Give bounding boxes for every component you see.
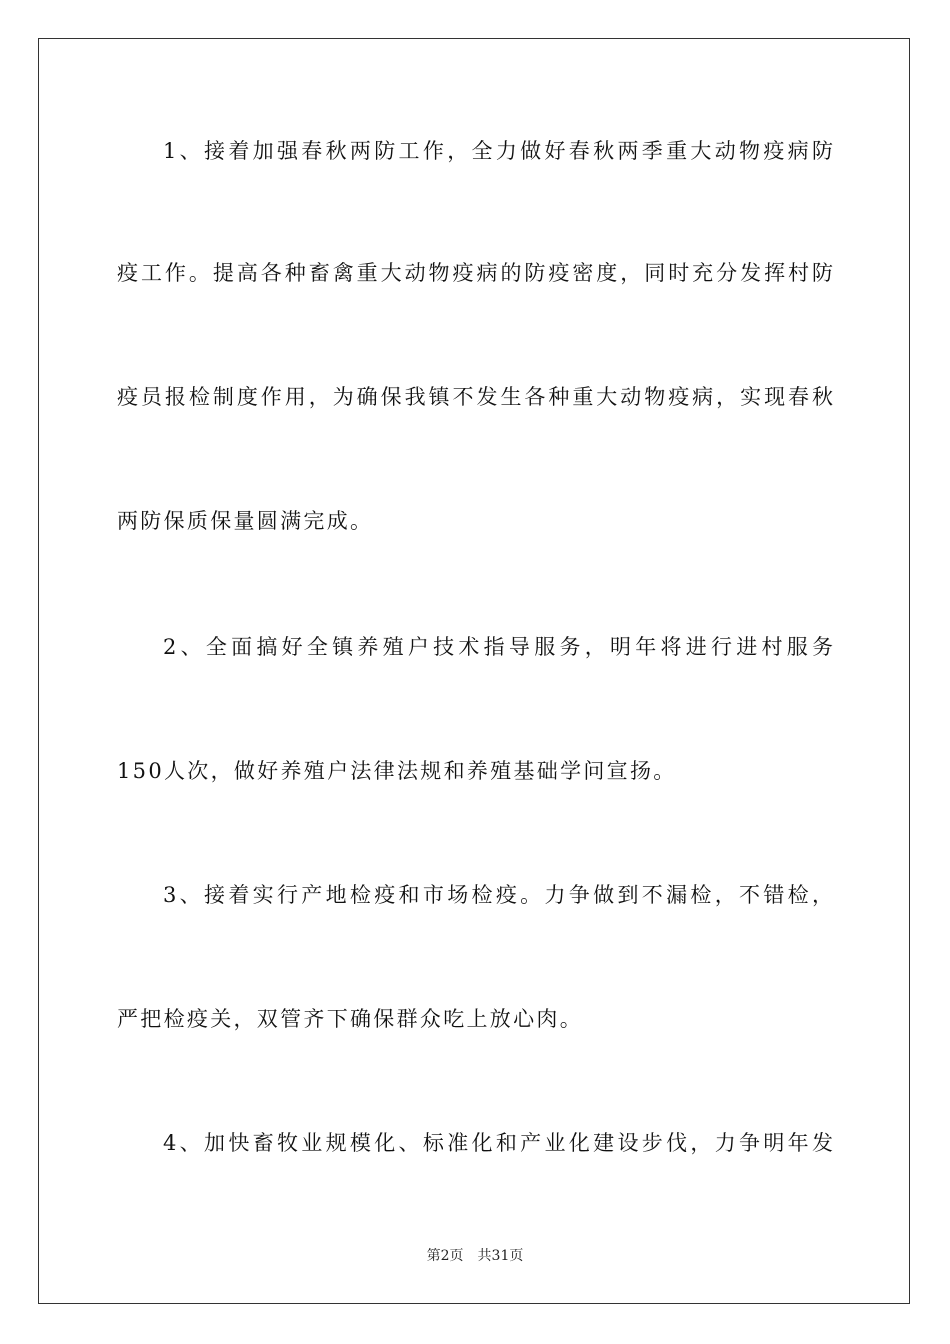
- paragraph-3-line-1: 3、接着实行产地检疫和市场检疫。力争做到不漏检，不错检，: [163, 883, 833, 907]
- total-page-count: 共31页: [477, 1248, 524, 1264]
- paragraph-2-line-1: 2、全面搞好全镇养殖户技术指导服务，明年将进行进村服务: [163, 635, 833, 659]
- paragraph-1-line-2: 疫工作。提高各种畜禽重大动物疫病的防疫密度，同时充分发挥村防: [117, 261, 833, 285]
- current-page-number: 第2页: [426, 1248, 464, 1264]
- paragraph-2-line-2: 150人次，做好养殖户法律法规和养殖基础学问宣扬。: [117, 759, 677, 783]
- page-border: [38, 38, 910, 1304]
- paragraph-1-line-3: 疫员报检制度作用，为确保我镇不发生各种重大动物疫病，实现春秋: [117, 385, 833, 409]
- paragraph-1-line-4: 两防保质保量圆满完成。: [117, 509, 374, 533]
- paragraph-4-line-1: 4、加快畜牧业规模化、标准化和产业化建设步伐，力争明年发: [163, 1131, 833, 1155]
- page-footer: [0, 1247, 950, 1265]
- paragraph-1-line-1: 1、接着加强春秋两防工作，全力做好春秋两季重大动物疫病防: [163, 139, 833, 163]
- paragraph-3-line-2: 严把检疫关，双管齐下确保群众吃上放心肉。: [117, 1007, 583, 1031]
